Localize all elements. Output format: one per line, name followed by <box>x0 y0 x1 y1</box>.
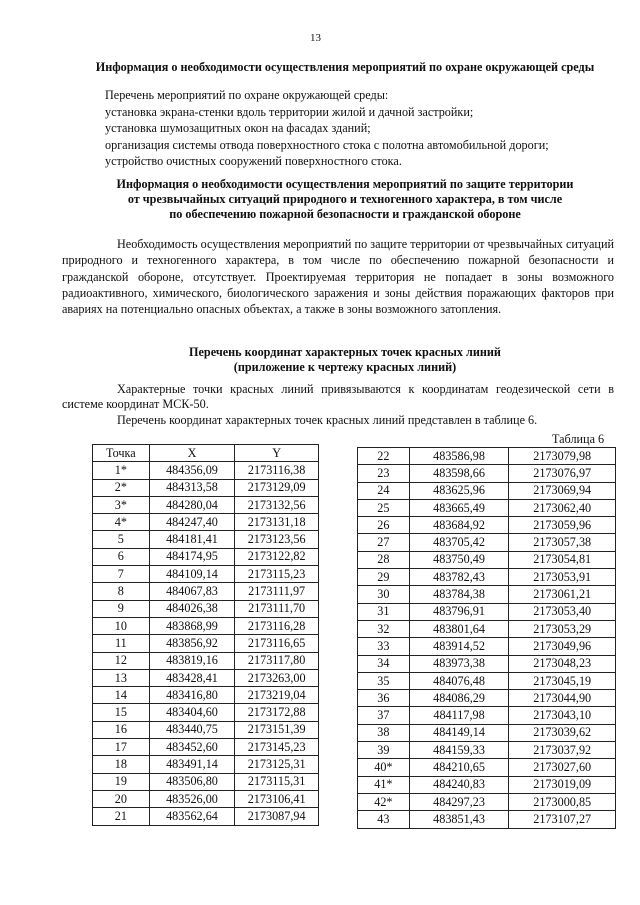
cell-x: 483705,42 <box>409 534 509 551</box>
cell-y: 2173062,40 <box>509 499 616 516</box>
coordinates-table-right <box>357 447 616 829</box>
cell-point: 43 <box>358 811 410 828</box>
cell-x: 483851,43 <box>409 811 509 828</box>
table-row <box>358 569 616 586</box>
cell-x: 483416,80 <box>149 687 235 704</box>
cell-x: 483782,43 <box>409 569 509 586</box>
table-row <box>358 534 616 551</box>
cell-y: 2173054,81 <box>509 551 616 568</box>
cell-point: 11 <box>93 635 150 652</box>
cell-y: 2173048,23 <box>509 655 616 672</box>
cell-y: 2173111,70 <box>235 600 319 617</box>
cell-y: 2173122,82 <box>235 548 319 565</box>
cell-y: 2173053,29 <box>509 620 616 637</box>
cell-point: 12 <box>93 652 150 669</box>
cell-point: 5 <box>93 531 150 548</box>
cell-x: 483440,75 <box>149 721 235 738</box>
table-row <box>93 548 319 565</box>
cell-x: 483856,92 <box>149 635 235 652</box>
cell-point: 19 <box>93 773 150 790</box>
cell-point: 6 <box>93 548 150 565</box>
cell-point: 9 <box>93 600 150 617</box>
cell-x: 484159,33 <box>409 742 509 759</box>
environment-measures-list <box>105 88 625 171</box>
cell-y: 2173053,40 <box>509 603 616 620</box>
cell-x: 483562,64 <box>149 808 235 825</box>
coordinates-table-left <box>92 444 319 826</box>
cell-y: 2173000,85 <box>509 793 616 810</box>
cell-y: 2173059,96 <box>509 517 616 534</box>
cell-y: 2173039,62 <box>509 724 616 741</box>
list-item: организация системы отвода поверхностного стока с полотна автомобильной дороги; <box>105 137 549 152</box>
table-row <box>93 704 319 721</box>
cell-point: 42* <box>358 793 410 810</box>
list-item: устройство очистных сооружений поверхностного стока. <box>105 154 402 168</box>
cell-y: 2173132,56 <box>235 496 319 513</box>
cell-y: 2173116,38 <box>235 462 319 479</box>
cell-x: 484210,65 <box>409 759 509 776</box>
cell-x: 483684,92 <box>409 517 509 534</box>
cell-y: 2173116,28 <box>235 617 319 634</box>
header-point: Точка <box>93 445 150 462</box>
heading-line: Информация о необходимости осуществления мероприятий по защите территории <box>116 177 574 191</box>
cell-point: 18 <box>93 756 150 773</box>
cell-point: 29 <box>358 569 410 586</box>
cell-point: 2* <box>93 479 150 496</box>
table-row <box>93 669 319 686</box>
cell-y: 2173019,09 <box>509 776 616 793</box>
cell-x: 484313,58 <box>149 479 235 496</box>
list-item: установка шумозащитных окон на фасадах зданий; <box>105 121 371 135</box>
cell-point: 35 <box>358 672 410 689</box>
table-row <box>93 687 319 704</box>
cell-x: 484026,38 <box>149 600 235 617</box>
table-row <box>93 773 319 790</box>
emergency-paragraph: Необходимость осуществления мероприятий по защите территории от чрезвычайных ситуаций природного и техногенного характера, в том числе по обеспечению пожарной безопасности и гражданской обороне, отсутствует. Проектируемая территория не попадает в зоны возможного радиоактивного, химического, биологического заражения и зоны действия поражающих факторов при авариях на потенциально опасных объектах, а также в зоны возможного затопления. <box>62 237 614 317</box>
cell-x: 483973,38 <box>409 655 509 672</box>
table-row <box>358 776 616 793</box>
coordinates-paragraph-1: Характерные точки красных линий привязываются к координатам геодезической сети в системе координат МСК-50. <box>62 382 614 411</box>
cell-point: 30 <box>358 586 410 603</box>
table-row <box>358 517 616 534</box>
table-row <box>93 600 319 617</box>
coordinates-paragraph-2: Перечень координат характерных точек красных линий представлен в таблице 6. <box>117 413 538 427</box>
cell-point: 14 <box>93 687 150 704</box>
cell-x: 483428,41 <box>149 669 235 686</box>
cell-point: 7 <box>93 566 150 583</box>
cell-x: 483625,96 <box>409 482 509 499</box>
cell-point: 38 <box>358 724 410 741</box>
list-item: Перечень мероприятий по охране окружающей среды: <box>105 88 389 102</box>
table-row <box>358 690 616 707</box>
heading-line: по обеспечению пожарной безопасности и гражданской обороне <box>169 207 521 221</box>
cell-x: 483526,00 <box>149 790 235 807</box>
cell-x: 484149,14 <box>409 724 509 741</box>
table-row <box>358 655 616 672</box>
table-row <box>358 707 616 724</box>
cell-y: 2173129,09 <box>235 479 319 496</box>
table-row <box>93 617 319 634</box>
heading-line: Перечень координат характерных точек красных линий <box>189 345 501 359</box>
cell-y: 2173057,38 <box>509 534 616 551</box>
cell-x: 483491,14 <box>149 756 235 773</box>
cell-point: 26 <box>358 517 410 534</box>
cell-point: 22 <box>358 448 410 465</box>
cell-x: 484280,04 <box>149 496 235 513</box>
cell-x: 484297,23 <box>409 793 509 810</box>
cell-y: 2173045,19 <box>509 672 616 689</box>
cell-x: 484086,29 <box>409 690 509 707</box>
cell-y: 2173076,97 <box>509 465 616 482</box>
cell-point: 15 <box>93 704 150 721</box>
table-row <box>358 499 616 516</box>
cell-point: 27 <box>358 534 410 551</box>
cell-x: 484109,14 <box>149 566 235 583</box>
cell-x: 484240,83 <box>409 776 509 793</box>
cell-point: 1* <box>93 462 150 479</box>
cell-y: 2173044,90 <box>509 690 616 707</box>
cell-y: 2173106,41 <box>235 790 319 807</box>
cell-x: 483506,80 <box>149 773 235 790</box>
table-row <box>358 638 616 655</box>
cell-x: 484356,09 <box>149 462 235 479</box>
cell-x: 483784,38 <box>409 586 509 603</box>
cell-x: 484181,41 <box>149 531 235 548</box>
table-row <box>93 479 319 496</box>
cell-point: 25 <box>358 499 410 516</box>
cell-y: 2173116,65 <box>235 635 319 652</box>
table-row <box>358 551 616 568</box>
table-row <box>93 531 319 548</box>
table-row <box>358 811 616 828</box>
cell-point: 10 <box>93 617 150 634</box>
cell-point: 16 <box>93 721 150 738</box>
table-row <box>358 759 616 776</box>
cell-point: 33 <box>358 638 410 655</box>
cell-y: 2173107,27 <box>509 811 616 828</box>
cell-point: 21 <box>93 808 150 825</box>
cell-y: 2173027,60 <box>509 759 616 776</box>
cell-x: 483586,98 <box>409 448 509 465</box>
cell-point: 13 <box>93 669 150 686</box>
cell-point: 34 <box>358 655 410 672</box>
cell-point: 8 <box>93 583 150 600</box>
table-row <box>358 448 616 465</box>
header-y: Y <box>235 445 319 462</box>
cell-point: 41* <box>358 776 410 793</box>
cell-y: 2173069,94 <box>509 482 616 499</box>
cell-y: 2173172,88 <box>235 704 319 721</box>
cell-point: 24 <box>358 482 410 499</box>
cell-point: 23 <box>358 465 410 482</box>
cell-x: 484174,95 <box>149 548 235 565</box>
cell-x: 484117,98 <box>409 707 509 724</box>
table-row <box>358 586 616 603</box>
cell-y: 2173125,31 <box>235 756 319 773</box>
cell-point: 17 <box>93 739 150 756</box>
table-row <box>93 566 319 583</box>
cell-point: 37 <box>358 707 410 724</box>
cell-x: 483796,91 <box>409 603 509 620</box>
table-row <box>358 742 616 759</box>
cell-y: 2173117,80 <box>235 652 319 669</box>
cell-point: 40* <box>358 759 410 776</box>
cell-x: 483801,64 <box>409 620 509 637</box>
cell-x: 483598,66 <box>409 465 509 482</box>
table-row <box>93 756 319 773</box>
cell-y: 2173123,56 <box>235 531 319 548</box>
cell-point: 4* <box>93 514 150 531</box>
table-row <box>358 465 616 482</box>
table-row <box>93 635 319 652</box>
cell-y: 2173037,92 <box>509 742 616 759</box>
cell-y: 2173087,94 <box>235 808 319 825</box>
header-x: X <box>149 445 235 462</box>
cell-x: 483750,49 <box>409 551 509 568</box>
table-row <box>93 652 319 669</box>
table-row <box>93 721 319 738</box>
table-row <box>93 462 319 479</box>
list-item: установка экрана-стенки вдоль территории жилой и дачной застройки; <box>105 104 474 119</box>
table-row <box>358 482 616 499</box>
cell-x: 483819,16 <box>149 652 235 669</box>
table-row <box>358 724 616 741</box>
section-heading-environment: Информация о необходимости осуществления мероприятий по охране окружающей среды <box>95 60 595 74</box>
cell-point: 3* <box>93 496 150 513</box>
cell-x: 483914,52 <box>409 638 509 655</box>
cell-x: 483452,60 <box>149 739 235 756</box>
table-row <box>93 583 319 600</box>
table-row <box>93 514 319 531</box>
table-header-row <box>93 445 319 462</box>
cell-y: 2173053,91 <box>509 569 616 586</box>
cell-y: 2173145,23 <box>235 739 319 756</box>
table-row <box>358 793 616 810</box>
cell-point: 31 <box>358 603 410 620</box>
cell-x: 483868,99 <box>149 617 235 634</box>
cell-y: 2173263,00 <box>235 669 319 686</box>
cell-y: 2173131,18 <box>235 514 319 531</box>
cell-x: 484067,83 <box>149 583 235 600</box>
cell-y: 2173219,04 <box>235 687 319 704</box>
cell-point: 20 <box>93 790 150 807</box>
table-row <box>93 496 319 513</box>
cell-y: 2173115,23 <box>235 566 319 583</box>
table-row <box>93 739 319 756</box>
cell-y: 2173049,96 <box>509 638 616 655</box>
cell-y: 2173061,21 <box>509 586 616 603</box>
cell-x: 484076,48 <box>409 672 509 689</box>
section-heading-coordinates <box>60 345 630 375</box>
cell-point: 36 <box>358 690 410 707</box>
cell-x: 483404,60 <box>149 704 235 721</box>
table-row <box>93 790 319 807</box>
heading-line: (приложение к чертежу красных линий) <box>233 360 457 374</box>
section-heading-emergency <box>60 177 630 222</box>
table-row <box>93 808 319 825</box>
heading-line: от чрезвычайных ситуаций природного и техногенного характера, в том числе <box>127 192 563 206</box>
cell-y: 2173115,31 <box>235 773 319 790</box>
cell-x: 484247,40 <box>149 514 235 531</box>
cell-y: 2173043,10 <box>509 707 616 724</box>
table-row <box>358 620 616 637</box>
cell-point: 39 <box>358 742 410 759</box>
table-row <box>358 672 616 689</box>
cell-y: 2173151,39 <box>235 721 319 738</box>
cell-y: 2173079,98 <box>509 448 616 465</box>
cell-point: 32 <box>358 620 410 637</box>
cell-x: 483665,49 <box>409 499 509 516</box>
page-number: 13 <box>310 32 321 44</box>
cell-point: 28 <box>358 551 410 568</box>
table-caption: Таблица 6 <box>552 432 605 446</box>
cell-y: 2173111,97 <box>235 583 319 600</box>
table-row <box>358 603 616 620</box>
